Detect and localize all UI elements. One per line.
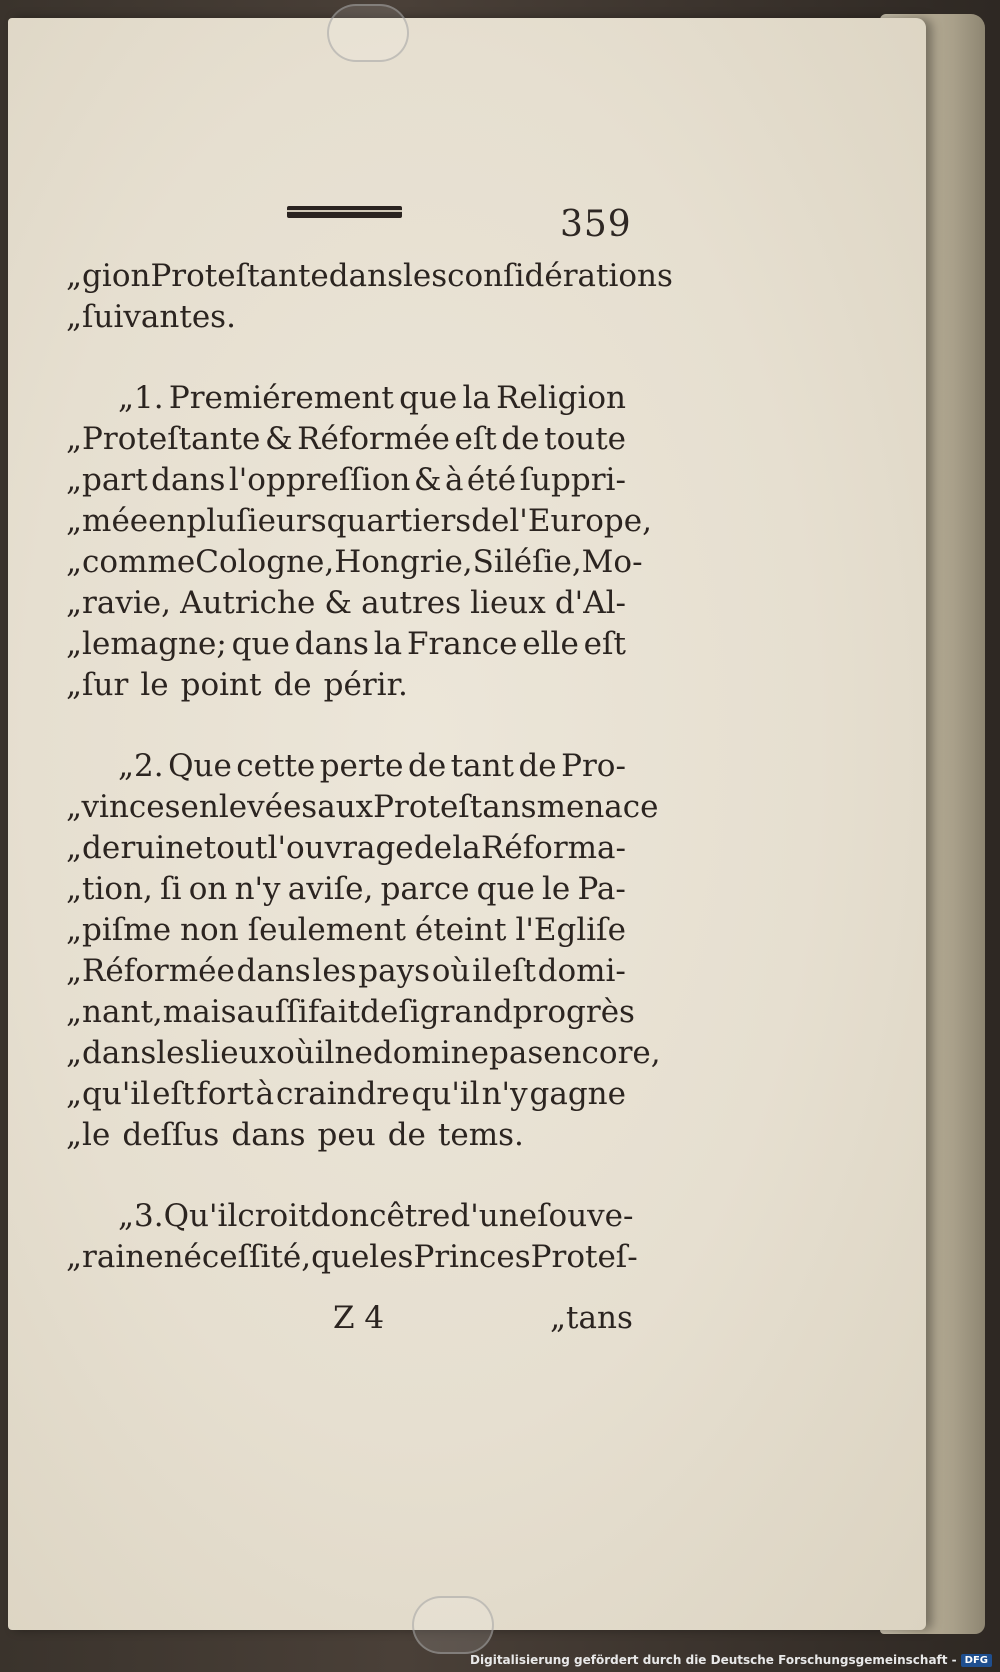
word: & xyxy=(264,421,293,457)
word: n'y xyxy=(481,1076,528,1112)
word: que xyxy=(231,626,290,662)
word: „piſme xyxy=(66,912,172,948)
word: Hongrie, xyxy=(334,544,473,580)
page-clip-top xyxy=(327,4,409,62)
word: Qu'il xyxy=(163,1198,238,1234)
word: périr. xyxy=(323,667,408,703)
paragraph-3 xyxy=(66,746,661,1156)
word: quartiers xyxy=(326,503,472,539)
word: „Réformée xyxy=(66,953,235,989)
word: il xyxy=(472,953,492,989)
word: la xyxy=(373,626,403,662)
signature-mark: Z 4 xyxy=(333,1300,385,1336)
word: „vinces xyxy=(66,789,181,825)
word: „ſur xyxy=(66,667,129,703)
word: cette xyxy=(236,748,316,784)
word: l'Egliſe xyxy=(515,912,626,948)
word: on xyxy=(188,871,228,907)
word: Proteſtante xyxy=(150,258,329,294)
word: & xyxy=(413,462,442,498)
text-line xyxy=(66,583,626,624)
word: menace xyxy=(536,789,659,825)
word: „qu'il xyxy=(66,1076,151,1112)
text-line xyxy=(66,256,673,297)
word: de xyxy=(273,667,312,703)
word: Proteſtans xyxy=(373,789,537,825)
word: été xyxy=(466,462,517,498)
word: éteint xyxy=(414,912,507,948)
word: à xyxy=(444,462,464,498)
word: la xyxy=(462,380,491,416)
text-line xyxy=(66,1115,626,1156)
word: Que xyxy=(168,748,232,784)
word: en xyxy=(148,503,187,539)
text-line xyxy=(66,828,626,869)
paragraph-2 xyxy=(66,378,652,706)
word: grand xyxy=(419,994,513,1030)
word: ſuppri- xyxy=(519,462,626,498)
word: l'oppreſſion xyxy=(228,462,411,498)
paragraph-1 xyxy=(66,256,673,338)
word: d'Al- xyxy=(554,585,626,621)
word: il xyxy=(314,1035,335,1071)
word: Mo- xyxy=(581,544,643,580)
word: eſt xyxy=(583,626,626,662)
page-number: 359 xyxy=(560,204,632,245)
word: de xyxy=(407,748,447,784)
word: „gion xyxy=(66,258,151,294)
word: néceſſité, xyxy=(163,1239,312,1275)
word: Religion xyxy=(496,380,626,416)
page-footer xyxy=(0,1300,1000,1340)
word: les xyxy=(312,953,357,989)
word: ſi xyxy=(160,871,182,907)
word: que xyxy=(399,380,458,416)
text-line xyxy=(66,501,652,542)
page-body-text xyxy=(66,256,673,1278)
word: Premiérement xyxy=(168,380,394,416)
word: „ſuivantes. xyxy=(66,299,236,335)
text-line xyxy=(66,1196,634,1237)
word: les xyxy=(402,258,448,294)
word: conſidérations xyxy=(447,258,673,294)
word: point xyxy=(180,667,262,703)
word: „3. xyxy=(118,1198,164,1234)
word: „de xyxy=(66,830,121,866)
word: Proteſ- xyxy=(530,1239,638,1275)
word: „mée xyxy=(66,503,149,539)
word: d'une xyxy=(450,1198,538,1234)
word: ruine xyxy=(120,830,204,866)
word: la xyxy=(452,830,481,866)
text-line xyxy=(66,460,626,501)
word: toute xyxy=(544,421,626,457)
header-rule xyxy=(287,206,402,218)
word: pays xyxy=(358,953,431,989)
word: eſt xyxy=(454,421,497,457)
word: Siléſie, xyxy=(472,544,582,580)
word: fort xyxy=(196,1076,254,1112)
word: dans xyxy=(294,626,369,662)
text-line xyxy=(66,1237,638,1278)
word: & xyxy=(324,585,352,621)
dfg-logo: DFG xyxy=(961,1654,992,1667)
word: ſi xyxy=(398,994,420,1030)
word: dans xyxy=(151,462,226,498)
word: „part xyxy=(66,462,148,498)
text-line xyxy=(66,1074,626,1115)
word: „1. xyxy=(118,380,164,416)
word: parce xyxy=(380,871,470,907)
text-line xyxy=(66,1033,661,1074)
word: „tion, xyxy=(66,871,153,907)
paragraph-gap xyxy=(66,338,626,378)
word: tout xyxy=(203,830,268,866)
word: pas xyxy=(489,1035,544,1071)
word: ſeulement xyxy=(247,912,406,948)
word: qu'il xyxy=(411,1076,480,1112)
word: le xyxy=(140,667,169,703)
text-line xyxy=(66,910,626,951)
word: gagne xyxy=(529,1076,626,1112)
text-line xyxy=(66,992,635,1033)
word: non xyxy=(180,912,239,948)
word: de xyxy=(471,503,510,539)
credit-text: Digitalisierung gefördert durch die Deutsche Forschungsgemeinschaft - xyxy=(470,1653,957,1667)
text-line xyxy=(66,378,626,419)
word: que xyxy=(311,1239,370,1275)
word: pluſieurs xyxy=(186,503,327,539)
word: aux xyxy=(317,789,374,825)
word: France xyxy=(406,626,518,662)
catchword: „tans xyxy=(550,1300,633,1336)
word: „lemagne; xyxy=(66,626,227,662)
word: être xyxy=(386,1198,451,1234)
word: le xyxy=(542,871,571,907)
word: domine xyxy=(372,1035,489,1071)
word: „le xyxy=(66,1117,111,1153)
text-line xyxy=(66,787,659,828)
text-line xyxy=(66,542,643,583)
word: „ravie, xyxy=(66,585,171,621)
word: donc xyxy=(310,1198,387,1234)
word: Réforma- xyxy=(481,830,626,866)
word: de xyxy=(413,830,453,866)
word: Cologne, xyxy=(195,544,335,580)
word: mais xyxy=(162,994,237,1030)
word: dans xyxy=(328,258,403,294)
word: dans xyxy=(231,1117,306,1153)
word: de xyxy=(360,994,399,1030)
word: Princes xyxy=(413,1239,531,1275)
text-line xyxy=(66,665,626,706)
text-line xyxy=(66,746,626,787)
digitization-credit xyxy=(470,1650,992,1670)
paragraph-gap xyxy=(66,706,626,746)
word: n'y xyxy=(234,871,281,907)
word: où xyxy=(431,953,471,989)
word: enlevées xyxy=(180,789,318,825)
paragraph-gap xyxy=(66,1156,626,1196)
text-line xyxy=(66,951,626,992)
page-clip-bottom xyxy=(412,1596,494,1654)
word: craindre xyxy=(276,1076,410,1112)
word: lieux xyxy=(470,585,546,621)
word: les xyxy=(156,1035,201,1071)
word: eſt xyxy=(152,1076,195,1112)
word: „comme xyxy=(66,544,196,580)
word: tant xyxy=(450,748,514,784)
text-line xyxy=(66,297,626,338)
word: aviſe, xyxy=(287,871,374,907)
word: où xyxy=(276,1035,315,1071)
word: lieux xyxy=(200,1035,277,1071)
word: ne xyxy=(334,1035,373,1071)
word: encore, xyxy=(543,1035,661,1071)
word: l'ouvrage xyxy=(267,830,414,866)
word: „Proteſtante xyxy=(66,421,261,457)
word: peu xyxy=(317,1117,376,1153)
paragraph-4 xyxy=(66,1196,638,1278)
word: autres xyxy=(361,585,462,621)
word: dans xyxy=(236,953,311,989)
word: deſſus xyxy=(122,1117,220,1153)
word: eſt xyxy=(493,953,536,989)
word: auſſi xyxy=(236,994,308,1030)
word: de xyxy=(387,1117,426,1153)
word: fait xyxy=(307,994,361,1030)
word: Réformée xyxy=(297,421,450,457)
word: perte xyxy=(319,748,404,784)
word: „dans xyxy=(66,1035,157,1071)
word: à xyxy=(255,1076,275,1112)
word: Pa- xyxy=(577,871,626,907)
word: l'Europe, xyxy=(509,503,652,539)
word: ſouve- xyxy=(537,1198,634,1234)
text-line xyxy=(66,624,626,665)
word: Pro- xyxy=(561,748,626,784)
word: croit xyxy=(237,1198,311,1234)
word: „nant, xyxy=(66,994,163,1030)
word: Autriche xyxy=(180,585,316,621)
text-line xyxy=(66,419,626,460)
word: de xyxy=(518,748,557,784)
word: domi- xyxy=(537,953,626,989)
word: que xyxy=(476,871,535,907)
word: elle xyxy=(522,626,579,662)
word: „2. xyxy=(118,748,164,784)
word: „raine xyxy=(66,1239,164,1275)
word: progrès xyxy=(512,994,635,1030)
word: de xyxy=(501,421,540,457)
word: les xyxy=(369,1239,414,1275)
text-line xyxy=(66,869,626,910)
word: tems. xyxy=(437,1117,524,1153)
